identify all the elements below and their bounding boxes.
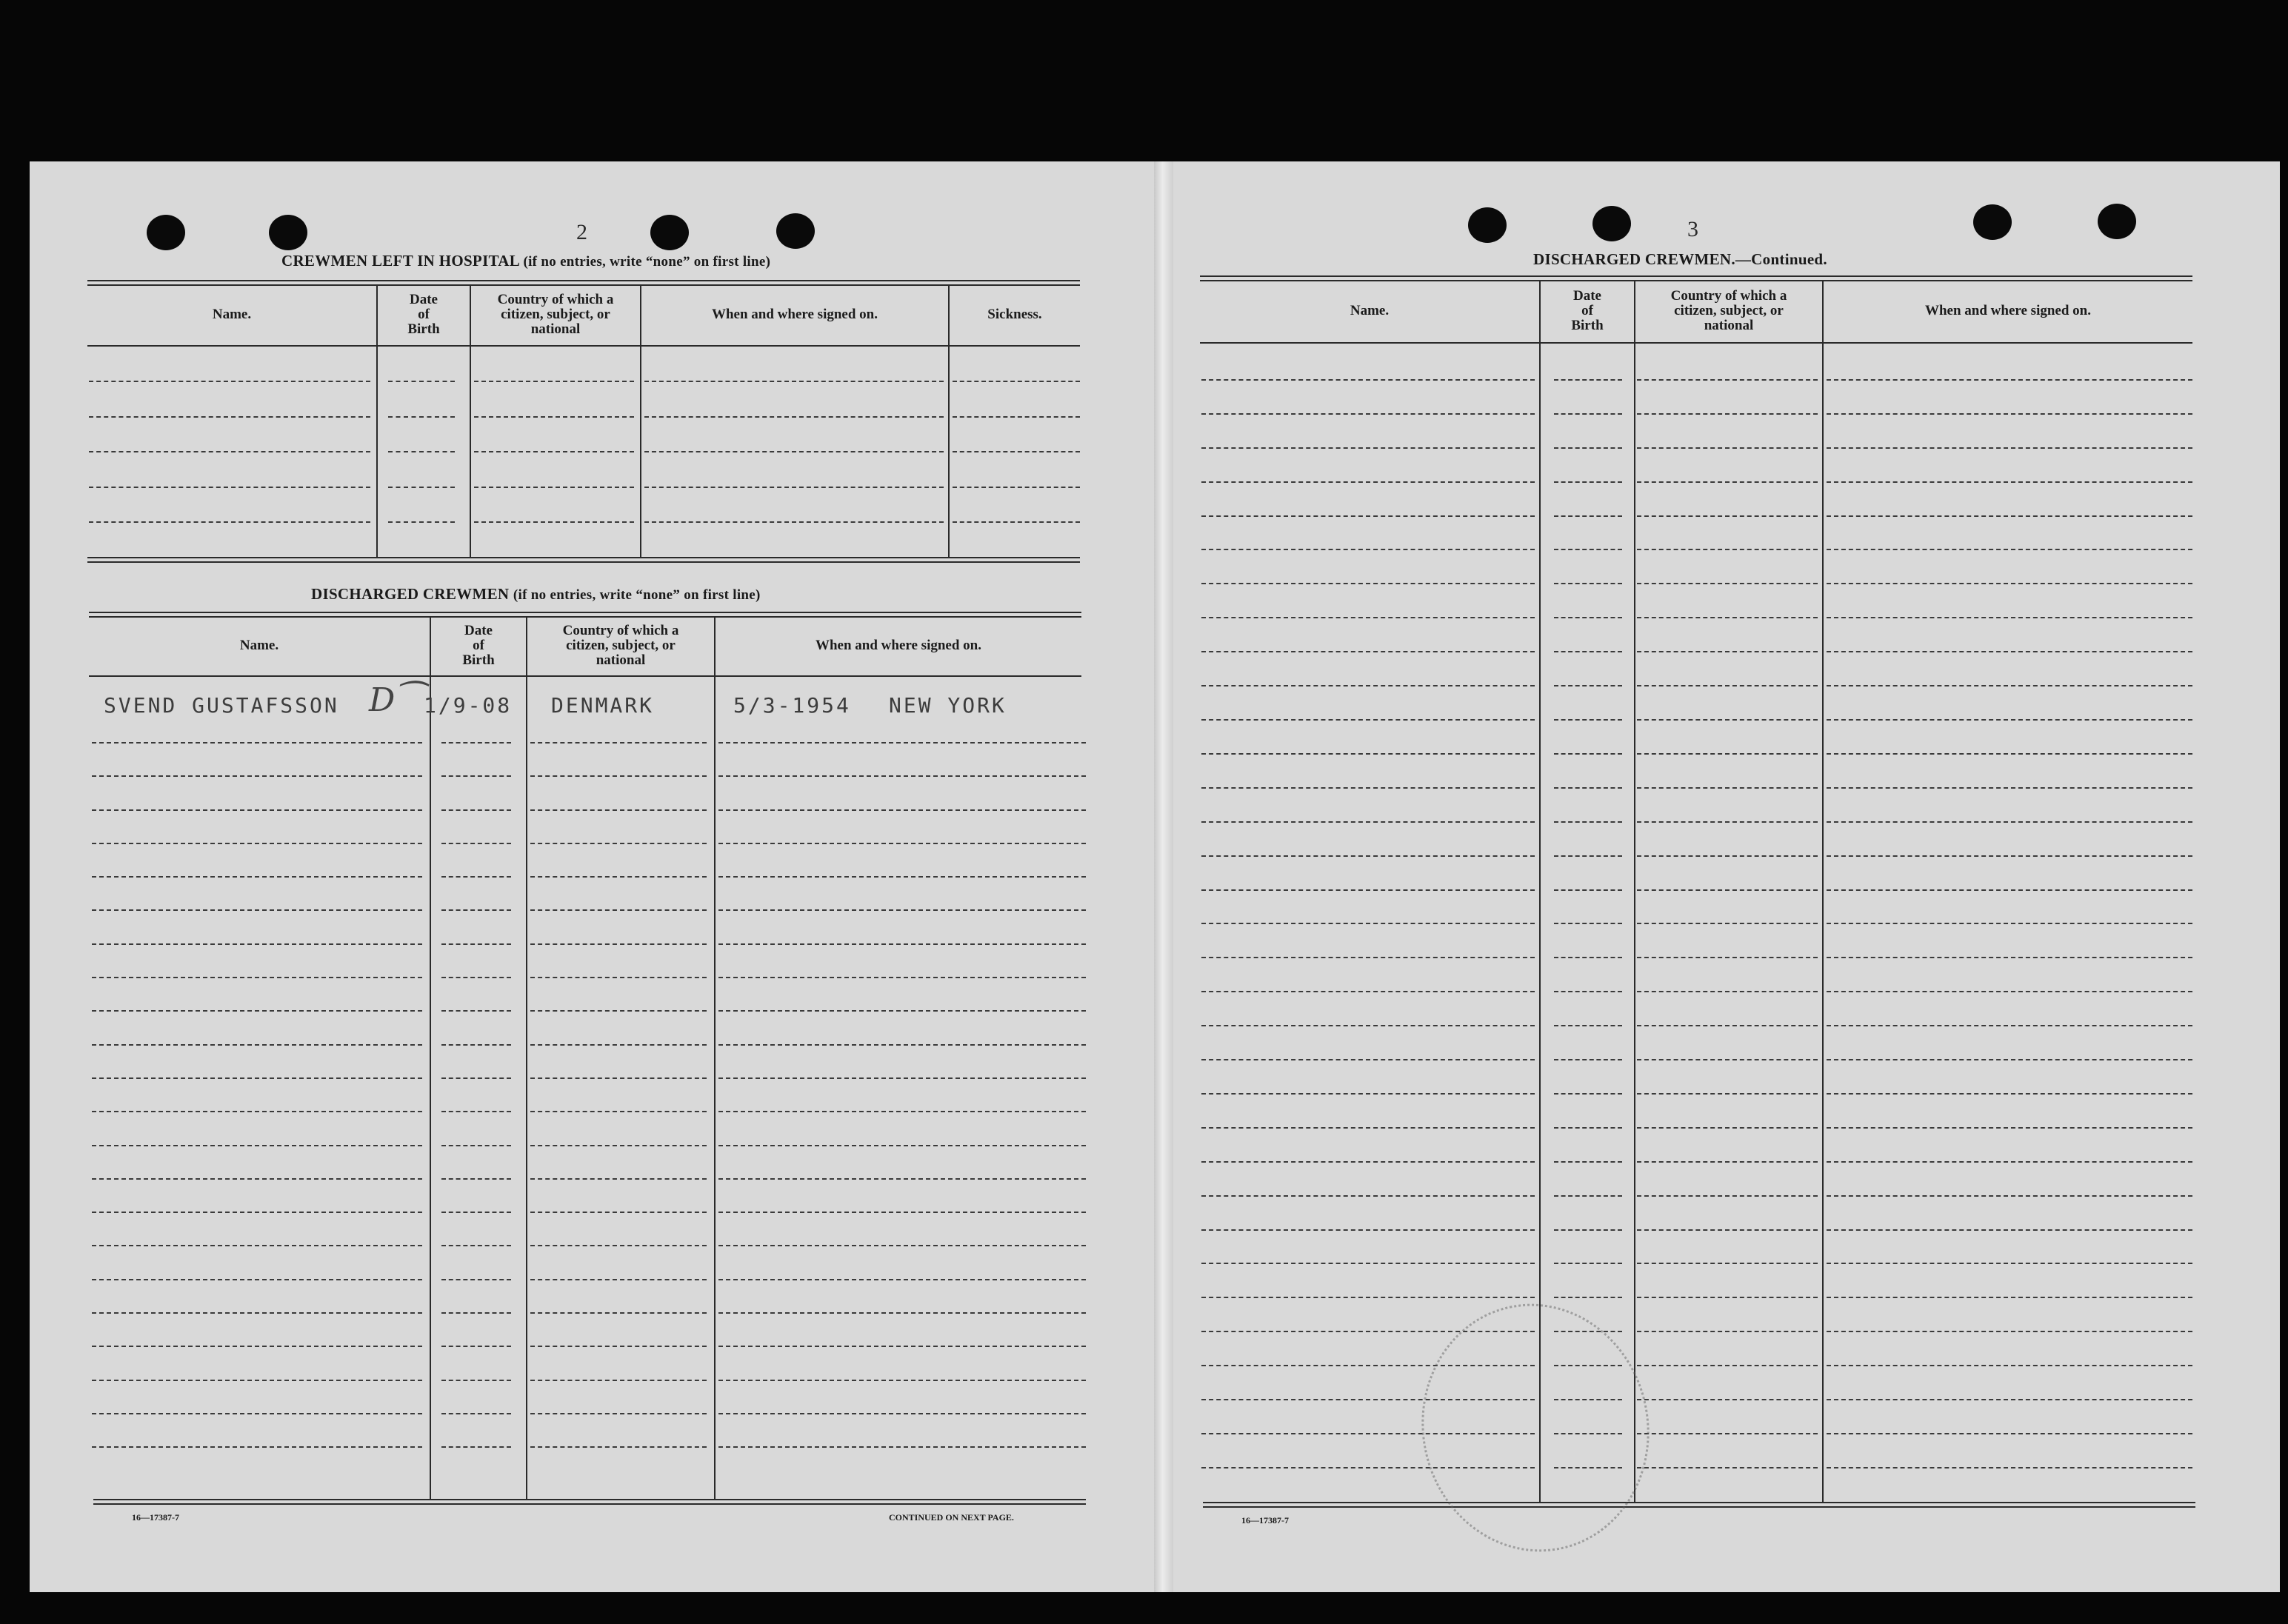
ruled-line	[1554, 821, 1622, 823]
ruled-line	[1827, 753, 2192, 755]
ruled-line	[530, 809, 707, 811]
ruled-line	[1554, 1263, 1622, 1264]
punch-hole	[1592, 206, 1631, 241]
ruled-line	[718, 775, 1086, 777]
ruled-line	[1201, 1127, 1535, 1129]
ruled-line	[92, 943, 422, 945]
ruled-line	[92, 1312, 422, 1314]
discharged-header-name: Name.	[239, 638, 279, 653]
ruled-line	[92, 1077, 422, 1079]
ruled-line	[1637, 583, 1818, 584]
ruled-line	[530, 909, 707, 911]
punch-hole	[1973, 204, 2012, 240]
ruled-line	[644, 416, 944, 418]
ruled-line	[1201, 617, 1535, 618]
ruled-line	[530, 1212, 707, 1213]
ruled-line	[953, 451, 1080, 452]
ruled-line	[388, 416, 455, 418]
right-header-dob: Date of Birth	[1571, 288, 1604, 333]
ruled-line	[441, 1245, 511, 1246]
continued-note: CONTINUED ON NEXT PAGE.	[889, 1512, 1014, 1523]
crewman-country: DENMARK	[551, 693, 655, 718]
ruled-line	[718, 1212, 1086, 1213]
page-number-right: 3	[1687, 217, 1698, 241]
ruled-line	[530, 1245, 707, 1246]
form-number-left: 16—17387-7	[132, 1512, 179, 1523]
ruled-line	[92, 1212, 422, 1213]
ruled-line	[1201, 719, 1535, 721]
ruled-line	[1827, 481, 2192, 483]
ruled-line	[92, 1346, 422, 1347]
ruled-line	[1554, 1093, 1622, 1095]
ruled-line	[1201, 515, 1535, 517]
ruled-line	[530, 876, 707, 878]
ruled-line	[441, 909, 511, 911]
ruled-line	[441, 1044, 511, 1046]
ruled-line	[1201, 651, 1535, 652]
ruled-line	[92, 843, 422, 844]
ruled-line	[1637, 923, 1818, 924]
ruled-line	[1201, 957, 1535, 958]
ruled-line	[1201, 379, 1535, 381]
ruled-line	[92, 775, 422, 777]
ruled-line	[1201, 1229, 1535, 1231]
ruled-line	[1637, 753, 1818, 755]
ruled-line	[718, 909, 1086, 911]
punch-hole	[269, 215, 307, 250]
ruled-line	[92, 876, 422, 878]
ruled-line	[1827, 1297, 2192, 1298]
right-header-name: Name.	[1350, 303, 1390, 318]
hospital-header-sickness: Sickness.	[987, 307, 1042, 322]
discharged-header-signed-on: When and where signed on.	[815, 638, 981, 653]
ruled-line	[1827, 583, 2192, 584]
page-fold	[1154, 161, 1173, 1592]
ruled-line	[1637, 889, 1818, 891]
ruled-line	[530, 1044, 707, 1046]
ruled-line	[1637, 1433, 1818, 1434]
ruled-line	[718, 1346, 1086, 1347]
ruled-line	[441, 843, 511, 844]
ruled-line	[1554, 1297, 1622, 1298]
discharged-header-country: Country of which a citizen, subject, or national	[562, 623, 679, 668]
punch-hole	[1468, 207, 1507, 243]
ruled-line	[1827, 1025, 2192, 1026]
ruled-line	[441, 1178, 511, 1180]
ruled-line	[474, 487, 634, 488]
ruled-line	[89, 416, 370, 418]
ruled-line	[1554, 583, 1622, 584]
ruled-line	[1554, 515, 1622, 517]
ruled-line	[1554, 1025, 1622, 1026]
ruled-line	[1201, 549, 1535, 550]
hospital-header-country: Country of which a citizen, subject, or national	[497, 292, 614, 337]
discharged-section-title	[311, 585, 761, 604]
ruled-line	[1554, 753, 1622, 755]
ruled-line	[1827, 413, 2192, 415]
punch-hole	[147, 215, 185, 250]
ruled-line	[474, 521, 634, 523]
ruled-line	[1827, 1263, 2192, 1264]
ruled-line	[1201, 685, 1535, 686]
ruled-line	[718, 1044, 1086, 1046]
ruled-line	[530, 775, 707, 777]
ruled-line	[1637, 651, 1818, 652]
ruled-line	[388, 521, 455, 523]
ruled-line	[441, 876, 511, 878]
ruled-line	[1554, 413, 1622, 415]
ruled-line	[530, 977, 707, 978]
punch-hole	[650, 215, 689, 250]
ruled-line	[1201, 1059, 1535, 1060]
ruled-line	[953, 487, 1080, 488]
ruled-line	[1637, 379, 1818, 381]
ruled-line	[1637, 1025, 1818, 1026]
ruled-line	[530, 1279, 707, 1280]
punch-hole	[2098, 204, 2136, 239]
ruled-line	[530, 1145, 707, 1146]
ruled-line	[1827, 821, 2192, 823]
ruled-line	[530, 1312, 707, 1314]
ruled-line	[718, 1178, 1086, 1180]
crewman-date-of-birth: 1/9-08	[424, 693, 513, 718]
ruled-line	[441, 742, 511, 744]
ruled-line	[441, 1312, 511, 1314]
ruled-line	[718, 809, 1086, 811]
ruled-line	[530, 843, 707, 844]
ruled-line	[1827, 685, 2192, 686]
ruled-line	[1201, 1195, 1535, 1197]
ruled-line	[1827, 1195, 2192, 1197]
ruled-line	[1637, 481, 1818, 483]
ruled-line	[1554, 855, 1622, 857]
ruled-line	[92, 1010, 422, 1012]
ruled-line	[1827, 515, 2192, 517]
ruled-line	[441, 1413, 511, 1414]
ruled-line	[388, 451, 455, 452]
hospital-title-main: CREWMEN LEFT IN HOSPITAL	[281, 252, 519, 270]
ruled-line	[92, 1446, 422, 1448]
ruled-line	[1637, 617, 1818, 618]
ruled-line	[644, 381, 944, 382]
ruled-line	[1201, 821, 1535, 823]
ruled-line	[530, 1413, 707, 1414]
ruled-line	[1637, 957, 1818, 958]
ruled-line	[89, 521, 370, 523]
ruled-line	[1637, 1467, 1818, 1468]
ruled-line	[1827, 447, 2192, 449]
ruled-line	[1554, 923, 1622, 924]
ruled-line	[1201, 1025, 1535, 1026]
ruled-line	[530, 1077, 707, 1079]
ruled-line	[718, 843, 1086, 844]
ruled-line	[1637, 1127, 1818, 1129]
ruled-line	[1201, 1093, 1535, 1095]
ruled-line	[1827, 1093, 2192, 1095]
ruled-line	[1554, 1195, 1622, 1197]
discharged-title-note: (if no entries, write “none” on first line)	[513, 587, 761, 603]
ruled-line	[1637, 1161, 1818, 1163]
ruled-line	[1554, 481, 1622, 483]
ruled-line	[1637, 1297, 1818, 1298]
ruled-line	[530, 1346, 707, 1347]
ruled-line	[92, 1279, 422, 1280]
ruled-line	[1827, 889, 2192, 891]
ruled-line	[1637, 1195, 1818, 1197]
ruled-line	[1637, 1229, 1818, 1231]
ruled-line	[1201, 583, 1535, 584]
ruled-line	[1637, 855, 1818, 857]
ruled-line	[718, 943, 1086, 945]
ruled-line	[92, 909, 422, 911]
ruled-line	[644, 487, 944, 488]
ruled-line	[1827, 1365, 2192, 1366]
punch-hole	[776, 213, 815, 249]
ruled-line	[1637, 1399, 1818, 1400]
ruled-line	[1827, 1229, 2192, 1231]
ruled-line	[530, 943, 707, 945]
ruled-line	[718, 1380, 1086, 1381]
ruled-line	[953, 521, 1080, 523]
ruled-line	[441, 809, 511, 811]
ruled-line	[1827, 1127, 2192, 1129]
ruled-line	[1827, 923, 2192, 924]
ruled-line	[718, 1145, 1086, 1146]
ruled-line	[1827, 651, 2192, 652]
form-number-right: 16—17387-7	[1241, 1515, 1289, 1526]
ruled-line	[1637, 1093, 1818, 1095]
ruled-line	[1827, 719, 2192, 721]
ruled-line	[1637, 685, 1818, 686]
ruled-line	[1554, 1127, 1622, 1129]
ruled-line	[1554, 617, 1622, 618]
hospital-header-dob: Date of Birth	[407, 292, 440, 337]
crewman-signed-on-place: NEW YORK	[889, 693, 1007, 718]
ruled-line	[441, 977, 511, 978]
ruled-line	[530, 1446, 707, 1448]
hospital-title-note: (if no entries, write “none” on first line)	[523, 254, 771, 270]
ruled-line	[530, 1380, 707, 1381]
ruled-line	[1637, 991, 1818, 992]
ruled-line	[1554, 549, 1622, 550]
ruled-line	[1201, 787, 1535, 789]
ruled-line	[1201, 1161, 1535, 1163]
ruled-line	[1827, 1399, 2192, 1400]
discharged-header-dob: Date of Birth	[462, 623, 495, 668]
crewman-initials: D⁀	[369, 681, 421, 719]
ruled-line	[644, 451, 944, 452]
ruled-line	[1827, 617, 2192, 618]
ruled-line	[1554, 957, 1622, 958]
ruled-line	[718, 1413, 1086, 1414]
ruled-line	[1827, 1467, 2192, 1468]
ruled-line	[89, 451, 370, 452]
ruled-line	[92, 1245, 422, 1246]
ruled-line	[441, 1212, 511, 1213]
ruled-line	[92, 809, 422, 811]
ruled-line	[1827, 1331, 2192, 1332]
ruled-line	[953, 381, 1080, 382]
ruled-line	[441, 1279, 511, 1280]
ruled-line	[718, 1446, 1086, 1448]
ruled-line	[1637, 413, 1818, 415]
ruled-line	[1554, 1059, 1622, 1060]
ruled-line	[1827, 787, 2192, 789]
ruled-line	[1827, 379, 2192, 381]
ruled-line	[530, 1178, 707, 1180]
discharged-title-main: DISCHARGED CREWMEN	[311, 585, 510, 603]
ruled-line	[530, 1010, 707, 1012]
ruled-line	[92, 1044, 422, 1046]
ruled-line	[1637, 821, 1818, 823]
ruled-line	[441, 1145, 511, 1146]
ruled-line	[1201, 481, 1535, 483]
ruled-line	[1637, 1059, 1818, 1060]
ruled-line	[474, 381, 634, 382]
ruled-line	[1201, 991, 1535, 992]
ruled-line	[718, 1077, 1086, 1079]
hospital-header-signed-on: When and where signed on.	[711, 307, 878, 322]
ruled-line	[1201, 855, 1535, 857]
ruled-line	[92, 1178, 422, 1180]
ruled-line	[441, 943, 511, 945]
ruled-line	[474, 416, 634, 418]
crewman-name: SVEND GUSTAFSSON	[104, 693, 339, 718]
ruled-line	[92, 1145, 422, 1146]
ruled-line	[441, 1346, 511, 1347]
ruled-line	[1637, 1365, 1818, 1366]
ruled-line	[718, 1245, 1086, 1246]
crewman-signed-on-date: 5/3-1954	[733, 693, 851, 718]
ruled-line	[92, 1380, 422, 1381]
ruled-line	[1554, 1229, 1622, 1231]
hospital-section-title	[281, 252, 770, 270]
ruled-line	[718, 742, 1086, 744]
ruled-line	[92, 742, 422, 744]
ruled-line	[1554, 379, 1622, 381]
ruled-line	[388, 381, 455, 382]
ruled-line	[1201, 447, 1535, 449]
ruled-line	[1637, 1263, 1818, 1264]
ruled-line	[1554, 889, 1622, 891]
ruled-line	[1827, 991, 2192, 992]
ruled-line	[1827, 855, 2192, 857]
ruled-line	[1554, 787, 1622, 789]
ruled-line	[441, 1380, 511, 1381]
ruled-line	[388, 487, 455, 488]
ruled-line	[1827, 549, 2192, 550]
ruled-line	[530, 742, 707, 744]
ruled-line	[89, 381, 370, 382]
ruled-line	[1827, 957, 2192, 958]
ruled-line	[1554, 719, 1622, 721]
ruled-line	[953, 416, 1080, 418]
ruled-line	[474, 451, 634, 452]
ruled-line	[718, 1279, 1086, 1280]
ruled-line	[1201, 1297, 1535, 1298]
right-header-country: Country of which a citizen, subject, or national	[1670, 288, 1787, 333]
ruled-line	[1827, 1059, 2192, 1060]
hospital-header-name: Name.	[212, 307, 252, 322]
ruled-line	[1637, 1331, 1818, 1332]
ruled-line	[1201, 923, 1535, 924]
ruled-line	[1637, 787, 1818, 789]
ruled-line	[1201, 1263, 1535, 1264]
ruled-line	[1827, 1433, 2192, 1434]
ruled-line	[92, 1413, 422, 1414]
ruled-line	[1554, 685, 1622, 686]
ruled-line	[1637, 515, 1818, 517]
ruled-line	[441, 1446, 511, 1448]
ruled-line	[92, 1111, 422, 1112]
ruled-line	[441, 1111, 511, 1112]
ruled-line	[1554, 1161, 1622, 1163]
ruled-line	[92, 977, 422, 978]
ruled-line	[530, 1111, 707, 1112]
ruled-line	[89, 487, 370, 488]
ruled-line	[1201, 413, 1535, 415]
ruled-line	[441, 1010, 511, 1012]
ruled-line	[718, 1312, 1086, 1314]
ruled-line	[1554, 991, 1622, 992]
ruled-line	[1201, 889, 1535, 891]
ruled-line	[1554, 651, 1622, 652]
ruled-line	[718, 977, 1086, 978]
right-header-signed-on: When and where signed on.	[1924, 303, 2091, 318]
ruled-line	[441, 1077, 511, 1079]
ruled-line	[718, 1111, 1086, 1112]
ruled-line	[718, 876, 1086, 878]
ruled-line	[1201, 753, 1535, 755]
ruled-line	[718, 1010, 1086, 1012]
ruled-line	[1637, 549, 1818, 550]
page-number-left: 2	[576, 220, 587, 244]
ruled-line	[441, 775, 511, 777]
ruled-line	[1637, 719, 1818, 721]
ruled-line	[1637, 447, 1818, 449]
discharged-continued-title: DISCHARGED CREWMEN.—Continued.	[1533, 250, 1827, 268]
ruled-line	[1827, 1161, 2192, 1163]
ruled-line	[1554, 447, 1622, 449]
ruled-line	[644, 521, 944, 523]
